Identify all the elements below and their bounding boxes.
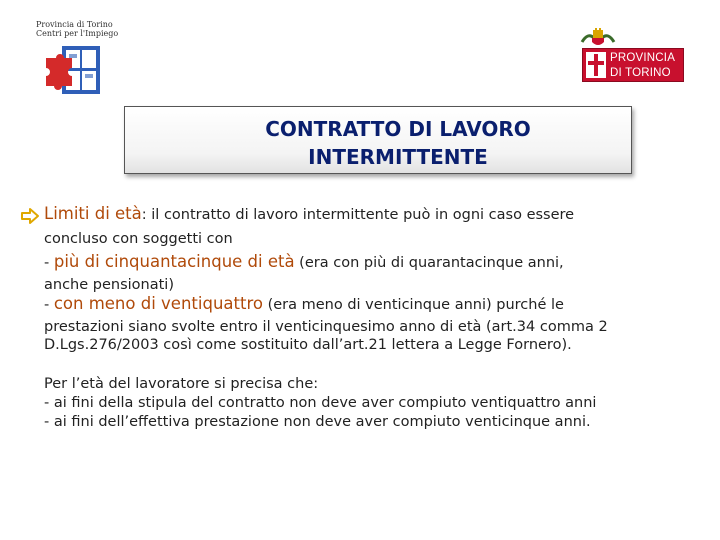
note-line-3: - ai fini dell’effettiva prestazione non deve aver compiuto venticinque anni. (44, 414, 591, 430)
coat-of-arms-icon (578, 28, 618, 48)
dash: - (44, 297, 54, 313)
province-line2: DI TORINO (610, 67, 671, 79)
left-logo (36, 20, 146, 100)
under-24-label: con meno di ventiquattro (53, 294, 263, 313)
province-name (610, 51, 675, 81)
org-name-line1: Provincia di Torino (36, 20, 113, 29)
province-line1: PROVINCIA (610, 52, 676, 64)
paragraph-1-line-2: concluso con soggetti con (44, 231, 233, 247)
right-logo (578, 28, 688, 84)
note-line-2: - ai fini della stipula del contratto non deve aver compiuto ventiquattro anni (44, 395, 597, 411)
paragraph-3-line-3: D.Lgs.276/2003 così come sostituito dall’art.21 lettera a Legge Fornero). (44, 337, 572, 353)
puzzle-icon (38, 44, 110, 100)
title-line1: CONTRATTO DI LAVORO (265, 117, 531, 141)
under-24-text: (era meno di venticinque anni) purché le (262, 297, 564, 313)
over-55-text: (era con più di quarantacinque anni, (294, 255, 564, 271)
paragraph-3-line-1 (44, 295, 564, 314)
over-55-label: più di cinquantacinque di età (53, 252, 295, 271)
dash: - (44, 255, 54, 271)
note-line-1: Per l’età del lavoratore si precisa che: (44, 376, 319, 392)
title-line2: INTERMITTENTE (308, 145, 488, 169)
org-name-line2: Centri per l'Impiego (36, 29, 119, 38)
arrow-right-icon (20, 207, 40, 225)
province-badge (582, 48, 684, 82)
title-box (124, 106, 632, 174)
age-limits-label: Limiti di età (44, 204, 142, 223)
cross-icon (586, 52, 606, 78)
paragraph-2-line-1 (44, 253, 564, 272)
age-limits-text: : il contratto di lavoro intermittente può in ogni caso essere (141, 207, 575, 223)
paragraph-1-line-1 (44, 205, 574, 224)
paragraph-3-line-2: prestazioni siano svolte entro il venticinquesimo anno di età (art.34 comma 2 (44, 319, 608, 335)
paragraph-2-line-2: anche pensionati) (44, 277, 174, 293)
